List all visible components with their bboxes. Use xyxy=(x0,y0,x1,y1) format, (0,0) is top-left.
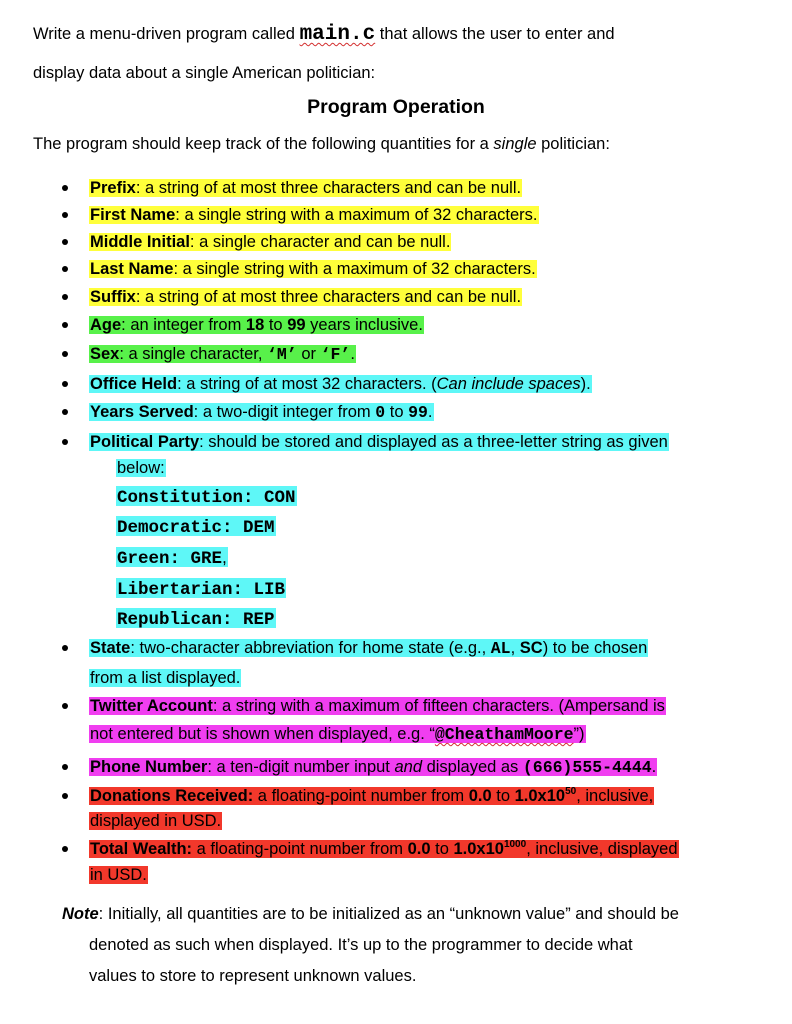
note-line-3: values to store to represent unknown values. xyxy=(89,967,417,985)
list-item-first-name: First Name: a single string with a maximum of 32 characters. xyxy=(90,206,538,224)
bullet-icon xyxy=(62,764,68,770)
list-item-middle-initial: Middle Initial: a single character and can be null. xyxy=(90,233,451,251)
party-option: Libertarian: LIB xyxy=(117,580,286,600)
list-item-sex: Sex: a single character, ‘M’ or ‘F’. xyxy=(90,345,355,364)
list-item-years-served: Years Served: a two-digit integer from 0 to 99. xyxy=(90,403,433,422)
intro-line-2: display data about a single American politician: xyxy=(33,64,376,82)
bullet-icon xyxy=(62,239,68,245)
bullet-icon xyxy=(62,266,68,272)
bullet-icon xyxy=(62,703,68,709)
list-item-office-held: Office Held: a string of at most 32 characters. (Can include spaces). xyxy=(90,375,591,393)
note-line-2: denoted as such when displayed. It’s up to the programmer to decide what xyxy=(89,936,633,954)
bullet-icon xyxy=(62,294,68,300)
bullet-icon xyxy=(62,846,68,852)
list-item-state: State: two-character abbreviation for home state (e.g., AL, SC) to be chosen xyxy=(90,639,648,658)
bullet-icon xyxy=(62,381,68,387)
list-item-last-name: Last Name: a single string with a maximum of 32 characters. xyxy=(90,260,536,278)
bullet-icon xyxy=(62,439,68,445)
bullet-icon xyxy=(62,645,68,651)
bullet-icon xyxy=(62,212,68,218)
list-item-age: Age: an integer from 18 to 99 years inclusive. xyxy=(90,316,423,334)
list-item-prefix: Prefix: a string of at most three characters and can be null. xyxy=(90,179,522,197)
list-item-total-wealth: Total Wealth: a floating-point number from 0.0 to $1.0x10^{1000}$, inclusive, displayed xyxy=(90,839,678,858)
lead-text: politician: xyxy=(536,135,610,153)
note-line-1: Note: Initially, all quantities are to be initialized as an “unknown value” and should be xyxy=(62,905,679,923)
party-option: Republican: REP xyxy=(117,610,275,630)
lead-paragraph xyxy=(33,134,610,154)
donations-continuation: displayed in USD. xyxy=(90,812,222,830)
list-item-phone-number: Phone Number: a ten-digit number input and displayed as (666)555-4444. xyxy=(90,758,657,777)
party-option: Democratic: DEM xyxy=(117,518,275,538)
bullet-icon xyxy=(62,793,68,799)
bullet-icon xyxy=(62,351,68,357)
bullet-icon xyxy=(62,409,68,415)
intro-text: Write a menu-driven program called xyxy=(33,25,300,43)
lead-emphasis: single xyxy=(493,135,537,153)
bullet-icon xyxy=(62,185,68,191)
list-item-suffix: Suffix: a string of at most three characters and can be null. xyxy=(90,288,522,306)
filename: main.c xyxy=(299,23,376,46)
intro-text: that allows the user to enter and xyxy=(375,25,615,43)
intro-line-1 xyxy=(33,24,615,45)
political-party-continuation: below: xyxy=(117,459,165,477)
state-continuation: from a list displayed. xyxy=(90,669,241,687)
section-title: Program Operation xyxy=(307,96,485,118)
bullet-icon xyxy=(62,322,68,328)
party-option: Green: GRE, xyxy=(117,547,227,569)
total-wealth-continuation: in USD. xyxy=(90,866,147,884)
list-item-twitter-account: Twitter Account: a string with a maximum of fifteen characters. (Ampersand is xyxy=(90,697,665,715)
twitter-continuation: not entered but is shown when displayed, e.g. “@CheathamMoore”) xyxy=(90,725,585,744)
party-option: Constitution: CON xyxy=(117,488,296,508)
lead-text: The program should keep track of the following quantities for a xyxy=(33,135,494,153)
list-item-donations: Donations Received: a floating-point number from 0.0 to $1.0x10^{50}$, inclusive, xyxy=(90,786,654,805)
list-item-political-party: Political Party: should be stored and displayed as a three-letter string as given xyxy=(90,433,668,451)
